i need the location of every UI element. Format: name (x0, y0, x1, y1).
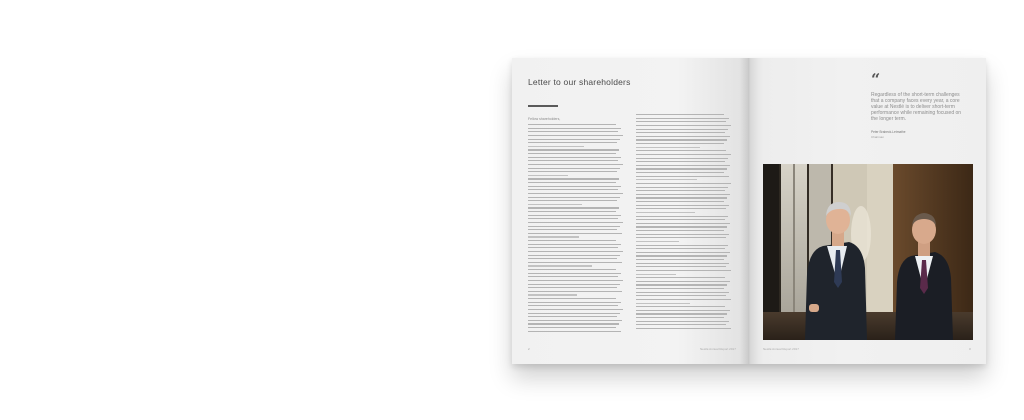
pull-quote: Regardless of the short-term challenges that a company faces every year, a core value at Nestlé is to deliver short-term performance while remaining focused on the longer term. (871, 92, 962, 123)
quote-author: Peter Brabeck-Letmathe (871, 130, 906, 134)
body-text-line (636, 136, 730, 137)
body-column-2 (636, 114, 732, 332)
body-text-line (528, 327, 616, 328)
body-text-line (528, 313, 620, 314)
body-text-line (528, 287, 617, 288)
body-text-line (636, 187, 728, 188)
body-text-line (636, 161, 725, 162)
body-text-line (636, 288, 724, 289)
body-text-line (528, 298, 616, 299)
body-text-line (528, 204, 582, 205)
page-number-right: 3 (969, 347, 971, 351)
body-text-line (528, 207, 619, 208)
body-text-line (636, 237, 726, 238)
body-text-line (636, 284, 727, 285)
body-text-line (636, 266, 726, 267)
body-text-line (528, 280, 623, 281)
quote-mark-icon: “ (871, 70, 881, 89)
body-text-line (636, 118, 729, 119)
body-text-line (636, 313, 727, 314)
body-text-line (528, 255, 620, 256)
body-text-line (636, 303, 690, 304)
footer-left: Nestlé Annual Report 2017 (700, 347, 736, 351)
body-text-line (636, 183, 731, 184)
executives-photo (763, 164, 973, 340)
body-text-line (528, 258, 617, 259)
body-text-line (528, 200, 617, 201)
executives-photo-illustration (763, 164, 973, 340)
body-text-line (636, 212, 695, 213)
body-text-line (636, 125, 731, 126)
body-text-line (528, 215, 621, 216)
body-text-line (528, 218, 618, 219)
body-text-line (636, 147, 700, 148)
body-text-line (528, 197, 620, 198)
body-text-line (636, 281, 730, 282)
body-text-line (528, 135, 623, 136)
body-text-line (636, 197, 727, 198)
body-text-line (636, 248, 725, 249)
body-text-line (528, 244, 621, 245)
body-text-line (636, 310, 730, 311)
letter-title: Letter to our shareholders (528, 77, 631, 87)
body-text-line (636, 132, 725, 133)
body-text-line (636, 179, 697, 180)
body-text-line (528, 186, 621, 187)
left-page (512, 58, 749, 364)
body-text-line (636, 241, 679, 242)
body-text-line (528, 305, 618, 306)
body-text-line (528, 128, 621, 129)
body-text-line (528, 171, 617, 172)
body-text-line (528, 316, 617, 317)
body-text-line (636, 158, 728, 159)
footer-right: Nestlé Annual Report 2017 (763, 347, 799, 351)
body-text-line (528, 222, 623, 223)
body-text-line (528, 149, 619, 150)
body-text-line (528, 236, 579, 237)
body-text-line (528, 211, 616, 212)
body-text-line (528, 294, 577, 295)
body-text-line (636, 223, 730, 224)
body-text-line (528, 124, 616, 125)
body-text-line (636, 219, 725, 220)
body-text-line (636, 234, 729, 235)
body-text-line (528, 178, 619, 179)
body-text-line (636, 172, 724, 173)
body-text-line (528, 164, 623, 165)
body-text-line (528, 229, 617, 230)
body-text-line (636, 121, 726, 122)
body-text-line (528, 273, 621, 274)
body-text-line (528, 139, 620, 140)
body-text-line (636, 252, 730, 253)
body-text-line (528, 331, 621, 332)
body-text-line (636, 317, 724, 318)
body-text-line (636, 226, 727, 227)
body-text-line (528, 226, 620, 227)
body-text-line (636, 201, 724, 202)
body-text-line (528, 309, 623, 310)
quote-role: Chairman (871, 135, 885, 139)
body-text-line (528, 323, 619, 324)
body-text-line (636, 165, 730, 166)
body-text-line (528, 291, 622, 292)
body-text-line (528, 168, 620, 169)
body-text-line (636, 176, 729, 177)
body-text-line (636, 190, 725, 191)
body-text-line (528, 302, 621, 303)
body-text-line (636, 245, 728, 246)
body-text-line (528, 175, 568, 176)
body-text-line (636, 154, 731, 155)
open-brochure (512, 58, 986, 364)
salutation: Fellow shareholders, (528, 117, 561, 121)
body-text-line (528, 193, 623, 194)
body-text-line (528, 142, 617, 143)
body-text-line (636, 263, 729, 264)
body-text-line (528, 320, 622, 321)
body-text-line (636, 321, 729, 322)
body-text-line (636, 292, 729, 293)
body-text-line (528, 160, 618, 161)
body-text-line (636, 150, 726, 151)
right-page (749, 58, 986, 364)
body-text-line (528, 182, 616, 183)
body-text-line (636, 230, 724, 231)
body-text-line (636, 295, 726, 296)
body-text-line (636, 274, 676, 275)
body-text-line (528, 284, 620, 285)
title-rule (528, 105, 558, 107)
body-text-line (636, 208, 726, 209)
body-text-line (528, 153, 616, 154)
body-text-line (528, 146, 584, 147)
body-text-line (636, 114, 724, 115)
body-text-line (636, 205, 729, 206)
body-text-line (528, 269, 616, 270)
body-text-line (636, 143, 724, 144)
body-text-line (636, 168, 727, 169)
body-text-line (528, 157, 621, 158)
body-text-line (636, 277, 725, 278)
body-text-line (636, 306, 725, 307)
body-text-line (528, 247, 618, 248)
body-text-line (636, 129, 728, 130)
body-text-line (528, 265, 592, 266)
body-text-line (528, 240, 616, 241)
body-text-line (528, 131, 618, 132)
body-text-line (528, 189, 618, 190)
body-text-line (636, 328, 731, 329)
body-text-line (636, 194, 730, 195)
body-text-line (636, 299, 731, 300)
body-text-line (636, 270, 731, 271)
body-text-line (636, 259, 724, 260)
page-number-left: 2 (528, 347, 530, 351)
body-text-line (528, 251, 623, 252)
body-text-line (636, 139, 727, 140)
body-text-line (528, 262, 622, 263)
body-text-line (636, 216, 728, 217)
body-text-line (528, 233, 622, 234)
body-column-1 (528, 124, 624, 334)
body-text-line (636, 255, 727, 256)
body-text-line (636, 324, 726, 325)
body-text-line (528, 276, 618, 277)
